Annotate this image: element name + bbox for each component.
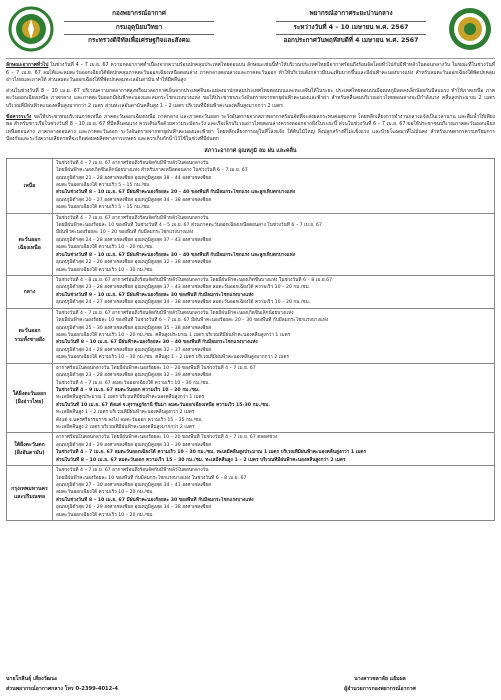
forecast-line: ส่วนในช่วงวันที่ 8 – 10 เม.ย. 67 มีฝนฟ้าคะนองร้อยละ 20 – 40 ของพื้นที่ กับมีลมกระโชกแรง และลูกเห็บตกบางแห่ง <box>56 190 296 196</box>
region-name: รวมทั้งชายฝั่ง <box>14 336 45 343</box>
region-name: เหนือ <box>23 182 36 189</box>
bulletin-info-block <box>276 8 426 48</box>
tmd-seal-logo <box>8 6 54 52</box>
agency-line: กระทรวงดิจิทัลเพื่อเศรษฐกิจและสังคม <box>88 37 190 45</box>
agency-line: กรมอุตุนิยมวิทยา <box>64 22 214 36</box>
forecaster-name: นายโกสินธุ์ เสียงวัฒนะ <box>6 676 58 682</box>
general-weather-heading: ลักษณะอากาศทั่วไป <box>6 62 49 68</box>
forecast-line: ในช่วงวันที่ 4 – 7 เม.ย. 67 อากาศร้อนถึงร้อนจัดกับมีฟ้าหลัวในตอนกลางวัน <box>56 468 209 474</box>
forecast-line: ในช่วงวันที่ 4 – 7 เม.ย. 67 อากาศร้อนถึงร้อนจัดกับมีฟ้าหลัวในตอนกลางวัน โดยมีฝนฟ้าคะนองเกิดขึ้นเล็กน้อยบางแห่ง <box>56 310 294 316</box>
region-forecast-cell <box>53 308 495 363</box>
forecast-line: โดยมีฝนฟ้าคะนองร้อยละ 10 ของพื้นที่ กับมีลมกระโชกแรงบางแห่ง ในช่วงวันที่ 6 – 8 เม.ย. 67 <box>56 475 247 481</box>
advice-heading: ข้อควรระวัง <box>6 113 32 120</box>
forecast-line: ส่วนในช่วงวันที่ 8 – 10 เม.ย. 67 มีฝนฟ้าคะนองร้อยละ 30 – 40 ของพื้นที่ กับมีลมกระโชกแรง และลูกเห็บตกบางแห่ง <box>56 252 296 258</box>
forecast-line: อุณหภูมิต่ำสุด 27 – 30 องศาเซลเซียส อุณหภูมิสูงสุด 34 – 41 องศาเซลเซียส <box>56 482 211 488</box>
forecast-line: อุณหภูมิต่ำสุด 26 – 29 องศาเซลเซียส อุณหภูมิสูงสุด 34 – 38 องศาเซลเซียส <box>56 505 211 511</box>
forecast-line: ลมตะวันออกเฉียงใต้ ความเร็ว 10 – 30 กม./ชม. <box>56 267 154 273</box>
forecast-line: มีฝนฟ้าคะนองร้อยละ 10 – 20 ของพื้นที่ กับมีลมกระโชกแรงบางแห่ง <box>56 230 194 236</box>
region-name: กรุงเทพมหานคร <box>11 485 48 492</box>
forecast-line: ในช่วงวันที่ 4 – 7 เม.ย. 67 ลมตะวันออกเฉียงใต้ ความเร็ว 10 – 30 กม./ชม. <box>56 380 210 386</box>
forecast-line: อากาศร้อนในตอนกลางวัน โดยมีฝนฟ้าคะนองร้อยละ 10 – 20 ของพื้นที่ ในช่วงวันที่ 4 – 7 เม.ย. 67 <box>56 365 256 371</box>
forecast-line: ลมตะวันออกเฉียงใต้ ความเร็ว 5 – 15 กม./ชม. <box>56 205 151 211</box>
region-name: ใต้ฝั่งตะวันออก <box>12 390 47 397</box>
forecast-line: ตั้งแต่ จ.นครศรีธรรมราช ลงไป ลมตะวันออก ความเร็ว 15 – 35 กม./ชม. <box>56 417 203 423</box>
region-row <box>7 308 495 363</box>
region-name: ตะวันออก <box>18 328 41 335</box>
advice-paragraph <box>6 114 495 144</box>
region-name-cell <box>7 433 53 466</box>
forecast-line: อุณหภูมิต่ำสุด 20 – 27 องศาเซลเซียส อุณหภูมิสูงสุด 34 – 38 องศาเซลเซียส <box>56 197 211 203</box>
forecast-line: โดยมีฝนฟ้าคะนองร้อยละ 10 ของพื้นที่ ในช่วงวันที่ 4 – 5 เม.ย. 67 ส่วนภาคตะวันออกเฉียงเหนือตอนล่าง ในช่วงวันที่ 6 – 7 เม.ย. 67 <box>56 223 322 229</box>
bulletin-info-line: ระหว่างวันที่ 4 – 10 เมษายน พ.ศ. 2567 <box>276 22 426 36</box>
region-name: เฉียงเหนือ <box>18 245 41 252</box>
region-row <box>7 433 495 466</box>
forecast-line: ลมตะวันออกเฉียงใต้ ความเร็ว 10 – 30 กม./ชม. คลื่นสูง 1 – 2 เมตร บริเวณที่มีฝนฟ้าคะนองคลื่นสูงมากกว่า 2 เมตร <box>56 355 289 361</box>
forecast-line: ลมตะวันออกเฉียงใต้ ความเร็ว 10 – 20 กม./ชม. <box>56 245 154 251</box>
general-weather-paragraph <box>6 62 495 85</box>
region-name: (ฝั่งอ่าวไทย) <box>15 399 44 406</box>
region-name: และปริมณฑล <box>13 494 46 501</box>
forecast-line: อุณหภูมิต่ำสุด 21 – 28 องศาเซลเซียส อุณหภูมิสูงสุด 38 – 44 องศาเซลเซียส <box>56 175 211 181</box>
forecast-line: ลมตะวันออกเฉียงใต้ ความเร็ว 10 – 20 กม./ชม. คลื่นสูงประมาณ 1 เมตร บริเวณที่มีฝนฟ้าคะนองคลื่นสูงกว่า 1 เมตร <box>56 332 291 338</box>
region-name: (ฝั่งอันดามัน) <box>14 450 45 457</box>
forecast-line: ส่วนในช่วงวันที่ 9 – 10 เม.ย. 67 มีฝนฟ้าคะนองร้อยละ 30 ของพื้นที่ กับมีลมกระโชกแรงบางแห่ง <box>56 292 254 298</box>
agency-line: กองพยากรณ์อากาศ <box>64 8 214 22</box>
region-row <box>7 466 495 521</box>
region-forecast-cell <box>53 158 495 213</box>
forecast-line: ส่วนในวันที่ 8 – 10 เม.ย. 67 มีฝนฟ้าคะนองร้อยละ 30 – 40 ของพื้นที่ กับมีลมกระโชกแรงบางแห่ง <box>56 340 258 346</box>
region-forecast-cell <box>53 213 495 275</box>
director-title: ผู้อำนวยการกองพยากรณ์อากาศ <box>344 686 416 693</box>
region-row <box>7 363 495 433</box>
forecast-line: ในช่วงวันที่ 4 – 8 เม.ย. 67 อากาศร้อนถึงร้อนจัดกับมีฟ้าหลัวในตอนกลางวัน โดยมีฝนฟ้าคะนองเกิดขึ้นบางแห่ง ในช่วงวันที่ 6 – 8 เม.ย.67 <box>56 278 333 284</box>
bulletin-info-line: พยากรณ์อากาศระยะปานกลาง <box>276 8 426 22</box>
general-weather-text: ในช่วงวันที่ 4 – 7 เม.ย. 67 ความกดอากาศต่ำเนื่องจากความร้อนปกคลุมประเทศไทยตอนบน ลักษณะเช่นนี้ทำให้บริเวณประเทศไทยมีอากาศร้อนถึงร้อนจัดโดยทั่วไปกับมีฟ้าหลัวในตอนกลางวัน ในขณะที่ในช่วงวันที่ 6 – 7 เม.ย. 67 ลมใต้และลมตะวันออกเฉียงใต้พัดปกคลุมภาคตะวันออกเฉียงเหนือตอนล่าง ภาคกลางตอนล่างและภาคตะวันออก ทำให้บริเวณดังกล่าวมีเมฆเพิ่มมากขึ้นและมีฝนฟ้าคะนองบางแห่ง สำหรับลมตะวันออกเฉียงใต้พัดปกคลุมอ่าวไทยและภาคใต้ ส่วนลมตะวันออกเฉียงใต้ที่พัดปกคลุมทะเลอันดามัน ทำให้มีคลื่นสูง <box>6 62 495 84</box>
region-name-cell <box>7 308 53 363</box>
forecast-line: ในช่วงวันที่ 4 – 7 เม.ย. 67 อากาศร้อนถึงร้อนจัดกับมีฟ้าหลัวในตอนกลางวัน <box>56 215 209 221</box>
forecast-line: ลมตะวันออกเฉียงใต้ ความเร็ว 10 – 20 กม./ชม. <box>56 512 154 518</box>
agency-block <box>64 8 214 48</box>
forecast-line: ทะเลมีคลื่นสูงประมาณ 1 เมตร บริเวณที่มีฝนฟ้าคะนองคลื่นสูงกว่า 1 เมตร <box>56 395 205 401</box>
forecast-line: อุณหภูมิต่ำสุด 23 – 28 องศาเซลเซียส อุณหภูมิสูงสุด 32 – 39 องศาเซลเซียส <box>56 373 211 379</box>
advice-text: ขอให้ประชาชนบริเวณภาคเหนือ ภาคตะวันออกเฉียงเหนือ ภาคกลาง และภาคตะวันออก ระวังอันตรายจากสภาพอากาศร้อนจัดที่จะส่งผลกระทบต่อสุขภาพ โดยหลีกเลี่ยงการทำงานกลางแจ้งเป็นเวลานาน และดื่มน้ำให้เพียงพอ สำหรับชาวเรือในช่วงวันที่ 8 – 10 เม.ย. 67 ที่มีคลื่นลมแรง ควรเดินเรือด้วยความระมัดระวัง และเรือเล็กบริเวณอ่าวไทยตอนล่างควรงดออกจากฝั่งในระยะนี้ ส่วนในช่วงวันที่ 6 – 7 เม.ย. 67 ขอให้ประชาชนบริเวณภาคตะวันออกเฉียงเหนือตอนล่าง ภาคกลางตอนล่าง และภาคตะวันออก ระวังอันตรายจากพายุฝนฟ้าคะนองและฟ้าผ่า โดยหลีกเลี่ยงการอยู่ในที่โล่งแจ้ง ใต้ต้นไม้ใหญ่ สิ่งปลูกสร้างที่ไม่แข็งแรง และป้ายโฆษณาที่ไม่มั่นคง สำหรับเกษตรกรควรเตรียมการป้องกันและระวังความเสียหายที่จะเกิดต่อผลผลิตทางการเกษตร และควรเก็บกักน้ำไว้ใช้ในช่วงที่มีฝนตก <box>6 113 495 143</box>
forecast-line: อุณหภูมิต่ำสุด 25 – 30 องศาเซลเซียส อุณหภูมิสูงสุด 35 – 38 องศาเซลเซียส <box>56 325 211 331</box>
document-footer <box>6 674 495 696</box>
forecast-line: อุณหภูมิต่ำสุด 24 – 28 องศาเซลเซียส อุณหภูมิสูงสุด 37 – 43 องศาเซลเซียส <box>56 237 211 243</box>
region-name-cell <box>7 158 53 213</box>
director-block <box>265 674 495 695</box>
forecaster-block <box>6 674 236 695</box>
region-forecast-cell <box>53 363 495 433</box>
region-row <box>7 158 495 213</box>
forecast-line: ทะเลมีคลื่นสูง 1 – 2 เมตร บริเวณที่มีฝนฟ้าคะนองคลื่นสูงกว่า 2 เมตร <box>56 410 195 416</box>
region-forecast-cell <box>53 466 495 521</box>
forecast-line: โดยมีฝนฟ้าคะนองเกิดขึ้นเล็กน้อยบางแห่ง สำหรับภาคเหนือตอนล่าง ในช่วงวันที่ 6 – 7 เม.ย. 67 <box>56 168 248 174</box>
forecast-table-title: สภาวะอากาศ อุณหภูมิ ลม ฝน และคลื่น <box>204 147 297 154</box>
forecast-line: ส่วนในวันที่ 10 เม.ย. 67 ตั้งแต่ จ.สุราษฎร์ธานี ขึ้นมา ลมตะวันออกเฉียงเหนือ ความเร็ว 15-30 กม./ชม. <box>56 402 271 408</box>
region-name-cell <box>7 276 53 309</box>
region-name: ใต้ฝั่งตะวันตก <box>14 442 45 449</box>
forecast-line: ในช่วงวันที่ 4 – 7 เม.ย. 67 ลมตะวันออกเฉียงใต้ ความเร็ว 10 – 30 กม./ชม. ทะเลมีคลื่นสูงประมาณ 1 เมตร บริเวณที่มีฝนฟ้าคะนองคลื่นสูงกว่า 1 เมตร <box>56 450 366 456</box>
forecast-line: อากาศร้อนในตอนกลางวัน โดยมีฝนฟ้าคะนองร้อยละ 10 – 20 ของพื้นที่ ในช่วงวันที่ 4 – 7 เม.ย. 67 ตลอดช่วง <box>56 435 278 441</box>
region-name-cell <box>7 363 53 433</box>
second-period-text: ส่วนในช่วงวันที่ 8 – 10 เม.ย. 67 บริเวณความกดอากาศสูงหรือมวลอากาศเย็นจากประเทศจีนจะแผ่ลงมาปกคลุมประเทศไทยตอนบนและทะเลจีนใต้ในระยะ ประเทศไทยตอนบนมีอุณหภูมิลดลงเล็กน้อยกับมีลมแรง ทำให้ภาคเหนือ ภาคตะวันออกเฉียงเหนือ ภาคกลาง และภาคตะวันออกมีฝนฟ้าคะนองและลมกระโชกแรงบางแห่ง ขอให้ประชาชนระวังอันตรายจากพายุฝนฟ้าคะนองและฟ้าผ่า สำหรับคลื่นลมบริเวณอ่าวไทยตอนล่างจะมีกำลังแรง คลื่นสูงประมาณ 2 เมตร บริเวณที่มีฝนฟ้าคะนองคลื่นสูงมากกว่า 2 เมตร ส่วนทะเลอันดามันคลื่นสูง 1 – 2 เมตร บริเวณที่มีฝนฟ้าคะนองคลื่นสูงมากกว่า 2 เมตร <box>6 87 495 109</box>
forecast-line: ในช่วงวันที่ 4 – 9 เม.ย. 67 ลมตะวันออก ความเร็ว 10 – 20 กม./ชม. <box>56 387 200 393</box>
region-row <box>7 213 495 275</box>
region-name-cell <box>7 213 53 275</box>
forecast-line: อุณหภูมิต่ำสุด 24 – 29 องศาเซลเซียส อุณหภูมิสูงสุด 33 – 39 องศาเซลเซียส <box>56 442 211 448</box>
region-name: ตะวันออก <box>18 237 41 244</box>
region-forecast-cell <box>53 276 495 309</box>
region-forecast-cell <box>53 433 495 466</box>
forecast-line: โดยมีฝนฟ้าคะนองร้อยละ 10 ของพื้นที่ ในช่วงวันที่ 6 – 7 เม.ย. 67 มีฝนฟ้าคะนองร้อยละ 20 – 30 ของพื้นที่ กับมีลมกระโชกแรงบางแห่ง <box>56 318 329 324</box>
regional-forecast-table <box>6 158 495 521</box>
bulletin-info-line: ออกประกาศวันพฤหัสบดีที่ 4 เมษายน พ.ศ. 2567 <box>283 37 419 45</box>
region-name-cell <box>7 466 53 521</box>
document-header <box>6 4 495 59</box>
forecast-line: อุณหภูมิต่ำสุด 22 – 26 องศาเซลเซียส อุณหภูมิสูงสุด 32 – 38 องศาเซลเซียส <box>56 260 211 266</box>
region-name: กลาง <box>23 288 36 295</box>
forecast-line: อุณหภูมิต่ำสุด 23 – 28 องศาเซลเซียส อุณหภูมิสูงสุด 37 – 43 องศาเซลเซียส ลมตะวันออกเฉียงใต้ ความเร็ว 10 – 20 กม./ชม. <box>56 285 311 291</box>
forecast-line: อุณหภูมิต่ำสุด 24 – 28 องศาเซลเซียส อุณหภูมิสูงสุด 32 – 37 องศาเซลเซียส <box>56 347 211 353</box>
ministry-seal-logo <box>447 6 493 52</box>
forecast-line: ลมตะวันออกเฉียงใต้ ความเร็ว 10 – 20 กม./ชม. <box>56 490 154 496</box>
forecast-line: อุณหภูมิต่ำสุด 24 – 27 องศาเซลเซียส อุณหภูมิสูงสุด 34 – 38 องศาเซลเซียส ลมตะวันออกเฉียงใต้ ความเร็ว 10 – 20 กม./ชม. <box>56 300 311 306</box>
forecast-line: ทะเลมีคลื่นสูง 2 เมตร บริเวณที่มีฝนฟ้าคะนองคลื่นสูงมากกว่า 2 เมตร <box>56 425 195 431</box>
forecast-line: ในช่วงวันที่ 4 – 7 เม.ย. 67 อากาศร้อนถึงร้อนจัดกับมีฟ้าหลัวในตอนกลางวัน <box>56 160 209 166</box>
region-row <box>7 276 495 309</box>
forecast-line: ลมตะวันออกเฉียงใต้ ความเร็ว 5 – 15 กม./ชม. <box>56 182 151 188</box>
forecast-line: ส่วนในช่วงวันที่ 8 – 10 เม.ย. 67 มีฝนฟ้าคะนองร้อยละ 30 ของพื้นที่ กับมีลมกระโชกแรงบางแห่ง <box>56 497 254 503</box>
forecast-line: ส่วนในวันที่ 8 – 10 เม.ย. 67 ลมตะวันออก ความเร็ว 15 – 30 กม./ชม. ทะเลมีคลื่นสูง 1 – 2 เมตร บริเวณที่มีฝนฟ้าคะนองคลื่นสูงกว่า 2 เมตร <box>56 457 346 463</box>
second-period-paragraph <box>6 88 495 111</box>
director-name: นางสาวชลาลัย แย้มผล <box>354 676 406 682</box>
forecaster-office: ส่วนพยากรณ์อากาศกลาง โทร 0-2399-4012-4 <box>6 686 119 693</box>
